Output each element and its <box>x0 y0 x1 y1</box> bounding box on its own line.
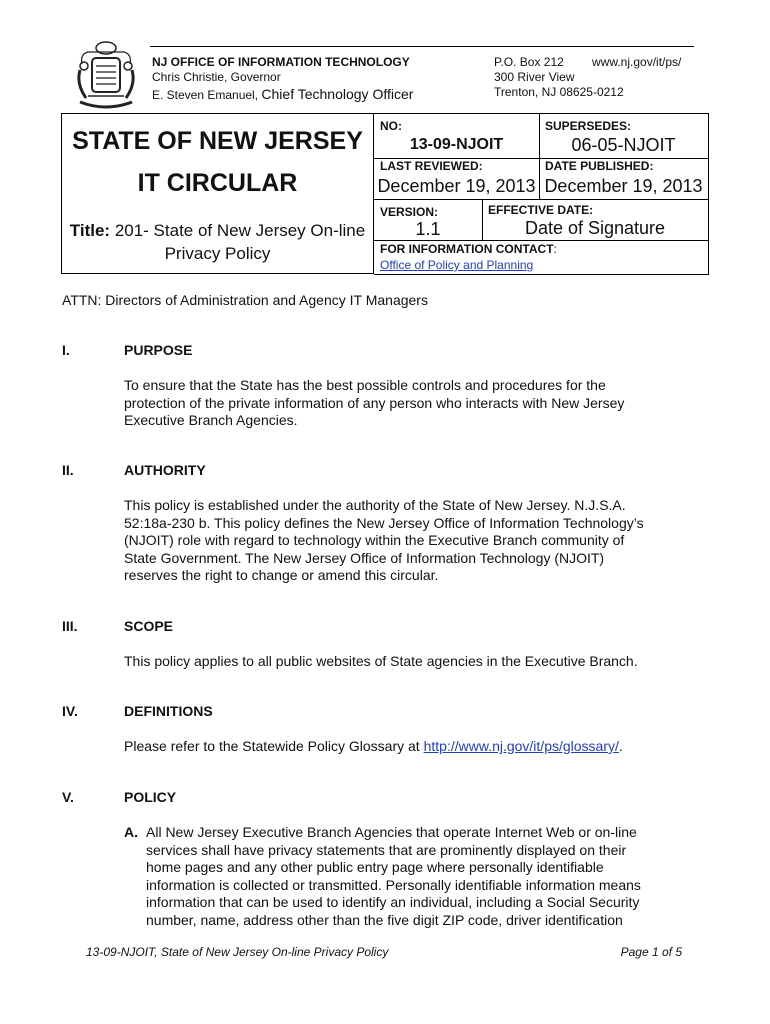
page-number: Page 1 of 5 <box>620 945 682 959</box>
cto-title: Chief Technology Officer <box>261 86 414 102</box>
policy-item-label: A. <box>124 824 138 840</box>
scope-paragraph: This policy applies to all public websites of State agencies in the Executive Branch. <box>124 653 638 669</box>
title-line1: 201- State of New Jersey On-line <box>114 221 366 240</box>
heading-line2: IT CIRCULAR <box>137 169 298 197</box>
section-number: I. <box>62 342 70 358</box>
no-value: 13-09-NJOIT <box>409 136 504 153</box>
contact-label: FOR INFORMATION CONTACT: <box>380 242 557 256</box>
grid-line <box>708 113 709 275</box>
footer-title: 13-09-NJOIT, State of New Jersey On-line Privacy Policy <box>86 945 389 959</box>
nj-state-seal-icon <box>74 40 138 114</box>
heading-line1: STATE OF NEW JERSEY <box>72 127 363 155</box>
header-rule <box>150 46 694 47</box>
date-published-value: December 19, 2013 <box>544 176 703 196</box>
last-reviewed-value: December 19, 2013 <box>377 176 536 196</box>
circular-title <box>61 219 374 265</box>
title-line2: Privacy Policy <box>164 244 271 263</box>
circular-heading <box>61 126 374 199</box>
section-title-definitions: DEFINITIONS <box>124 703 213 719</box>
authority-paragraph: This policy is established under the authority of the State of New Jersey. N.J.S.A. 52:18a-230 b. This policy defines the New Jersey Office of Information Technology’s (NJOIT) role with regard to technology within the Executive Branch community of State Government. The New Jersey Office of Information Technology (NJOIT) reserves the right to change or amend this circular. <box>124 497 644 583</box>
section-title-authority: AUTHORITY <box>124 462 206 478</box>
contact-link[interactable]: Office of Policy and Planning <box>380 258 534 272</box>
policy-item-a: All New Jersey Executive Branch Agencies that operate Internet Web or on-line services shall have privacy statements that are prominently displayed on their home pages and any other public entry page where personally identifiable information is collected or transmitted. Personally identifiable information means information that can be used to identify an individual, including a Social Security number, name, address other than the five digit ZIP code, driver identification <box>146 824 641 928</box>
version-value: 1.1 <box>415 219 441 239</box>
pobox: P.O. Box 212 <box>494 55 564 69</box>
section-title-scope: SCOPE <box>124 618 174 634</box>
grid-line <box>374 274 709 275</box>
grid-line <box>374 199 709 200</box>
section-title-purpose: PURPOSE <box>124 342 193 358</box>
section-number: III. <box>62 618 78 634</box>
street-address: 300 River View <box>494 70 575 84</box>
glossary-link[interactable]: http://www.nj.gov/it/ps/glossary/ <box>423 738 619 754</box>
cto-name: E. Steven Emanuel, <box>152 88 259 102</box>
governor: Chris Christie, Governor <box>152 70 281 84</box>
definitions-paragraph: Please refer to the Statewide Policy Glossary at http://www.nj.gov/it/ps/glossary/. <box>124 738 623 754</box>
section-number: V. <box>62 789 74 805</box>
cto <box>152 86 413 102</box>
supersedes-label: SUPERSEDES: <box>545 119 632 133</box>
last-reviewed-label: LAST REVIEWED: <box>380 159 483 173</box>
supersedes-value: 06-05-NJOIT <box>571 135 676 155</box>
section-number: II. <box>62 462 74 478</box>
effective-date-value: Date of Signature <box>524 218 666 238</box>
section-title-policy: POLICY <box>124 789 177 805</box>
section-number: IV. <box>62 703 78 719</box>
org-name: NJ OFFICE OF INFORMATION TECHNOLOGY <box>152 55 410 69</box>
city-address: Trenton, NJ 08625-0212 <box>494 85 624 99</box>
date-published-label: DATE PUBLISHED: <box>545 159 654 173</box>
grid-line <box>374 240 709 241</box>
effective-date-label: EFFECTIVE DATE: <box>488 203 594 217</box>
no-label: NO: <box>380 119 402 133</box>
version-label: VERSION: <box>380 205 439 219</box>
title-label: Title: <box>69 221 111 240</box>
website: www.nj.gov/it/ps/ <box>592 55 682 69</box>
purpose-paragraph: To ensure that the State has the best possible controls and procedures for the protection of the private information of any person who interacts with New Jersey Executive Branch Agencies. <box>124 377 625 428</box>
grid-line <box>374 113 709 114</box>
attn-line: ATTN: Directors of Administration and Agency IT Managers <box>62 292 428 308</box>
